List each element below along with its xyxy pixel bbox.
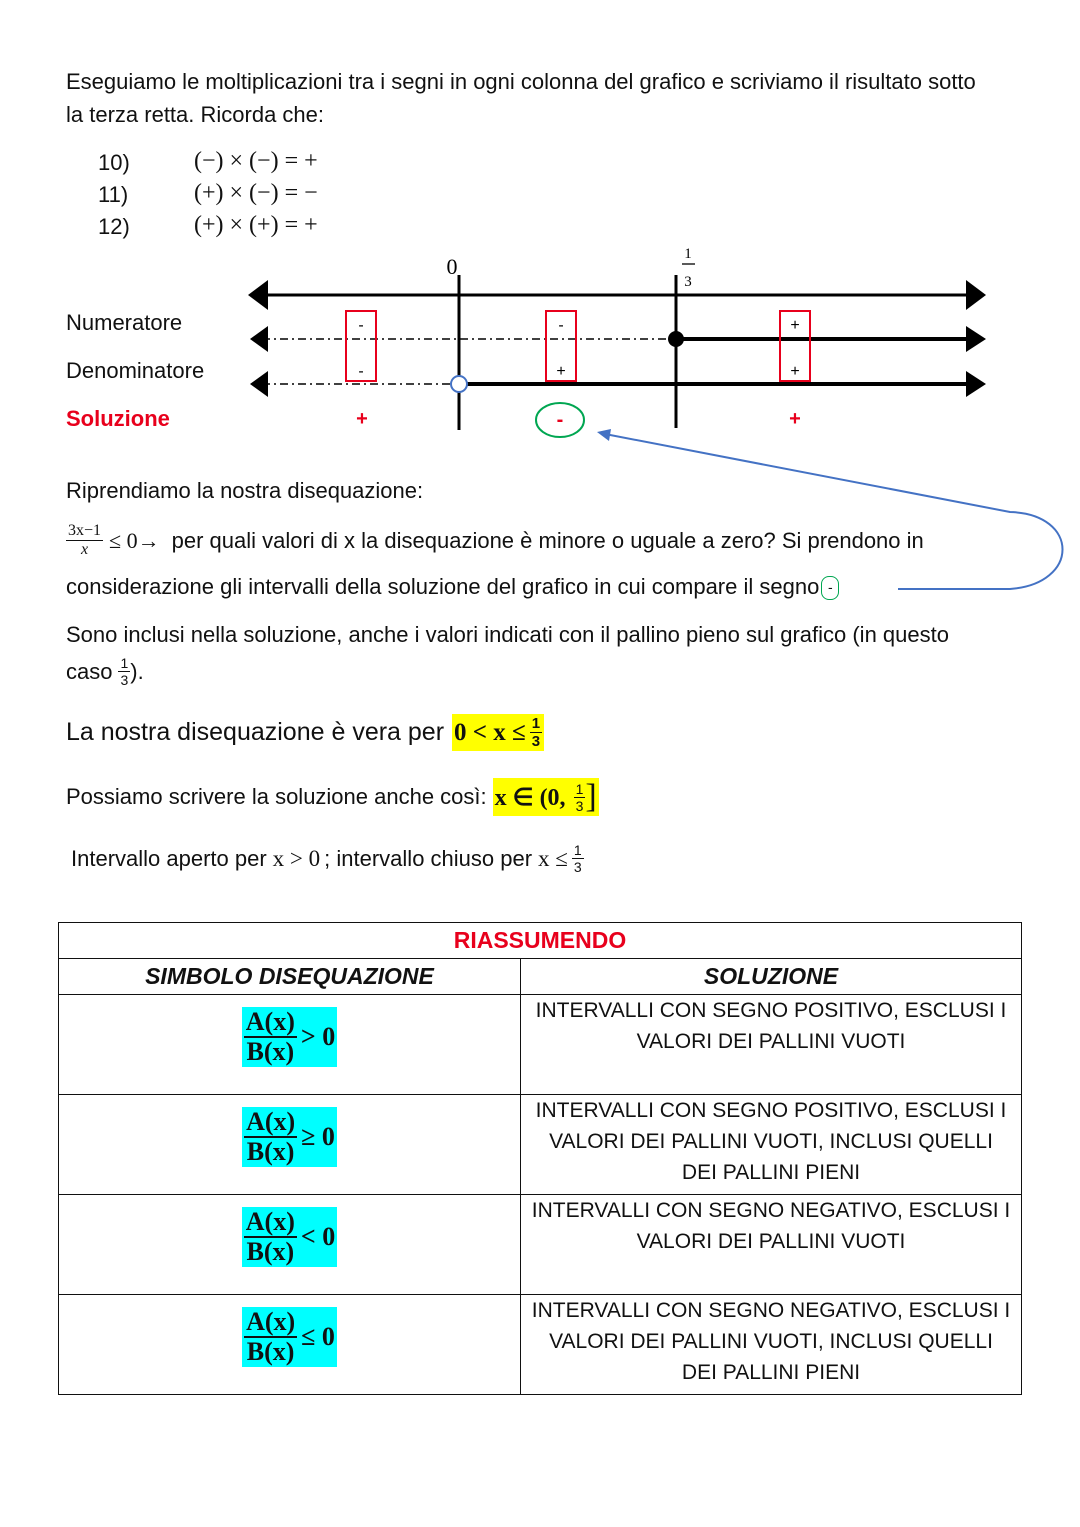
denominator-right-arrow bbox=[966, 371, 986, 397]
empty-dot bbox=[451, 376, 467, 392]
numerator-sign: - bbox=[358, 317, 364, 334]
intro-line-1: Eseguiamo le moltiplicazioni tra i segni in ogni colonna del grafico e scriviamo il risultato sotto bbox=[66, 69, 976, 94]
solution-cell bbox=[521, 1195, 1022, 1295]
caso-word: caso bbox=[66, 658, 113, 684]
rule-number: 12) bbox=[98, 214, 130, 239]
fraction-numerator: 1 bbox=[120, 655, 129, 671]
included-line-2 bbox=[66, 656, 144, 687]
note-part-1: Intervallo aperto per bbox=[71, 845, 267, 871]
solution-text: DEI PALLINI PIENI bbox=[681, 1361, 861, 1384]
symbol-denominator: B(x) bbox=[246, 1237, 295, 1266]
fraction-numerator: 1 bbox=[531, 715, 541, 732]
solution-sign: + bbox=[356, 408, 368, 430]
fraction-denominator: 3 bbox=[531, 733, 541, 750]
symbol-operator: ≤ 0 bbox=[301, 1322, 335, 1351]
summary-table bbox=[58, 922, 1022, 1395]
solution-text: INTERVALLI CON SEGNO POSITIVO, ESCLUSI I bbox=[535, 999, 1007, 1022]
rule-expression: (−) × (−) = + bbox=[194, 148, 318, 174]
resume-heading: Riprendiamo la nostra disequazione: bbox=[66, 478, 424, 503]
table-row bbox=[59, 995, 1022, 1095]
point-label-third-den: 3 bbox=[684, 274, 692, 290]
solution-text: VALORI DEI PALLINI VUOTI, INCLUSI QUELLI bbox=[549, 1130, 993, 1153]
column-header-symbol-text: SIMBOLO DISEQUAZIONE bbox=[145, 963, 434, 989]
inequality-symbol bbox=[242, 1207, 337, 1267]
question-line-1: per quali valori di x la disequazione è minore o uguale a zero? Si prendono in bbox=[171, 527, 924, 553]
minus-sign-circled: - bbox=[821, 576, 839, 600]
note-part-2: ; intervallo chiuso per bbox=[324, 845, 533, 871]
symbol-denominator: B(x) bbox=[246, 1337, 295, 1366]
fraction-denominator: 3 bbox=[573, 859, 582, 875]
note-fraction bbox=[572, 843, 584, 874]
solution-sign: - bbox=[556, 409, 564, 431]
question-line-2-text: considerazione gli intervalli della soluzione del grafico in cui compare il segno bbox=[66, 574, 820, 599]
filled-dot bbox=[668, 331, 684, 347]
table-row bbox=[59, 1195, 1022, 1295]
inequality-line bbox=[66, 523, 924, 558]
denominator-left-arrow bbox=[250, 371, 268, 397]
solution-cell bbox=[521, 995, 1022, 1095]
inequality-fraction bbox=[66, 523, 103, 558]
fraction-numerator: 1 bbox=[573, 842, 582, 858]
column-header-symbol bbox=[59, 959, 521, 995]
inequality-denominator: x bbox=[80, 541, 89, 558]
note-expr-1: x > 0 bbox=[272, 845, 321, 871]
symbol-numerator: A(x) bbox=[246, 1107, 296, 1136]
inequality-symbol bbox=[242, 1007, 337, 1067]
intro-line-2: la terza retta. Ricorda che: bbox=[66, 102, 325, 127]
question-line-2 bbox=[66, 574, 839, 600]
solution-text: VALORI DEI PALLINI VUOTI bbox=[636, 1030, 906, 1053]
numerator-left-arrow bbox=[250, 326, 268, 352]
symbol-denominator: B(x) bbox=[246, 1137, 295, 1166]
included-line-1: Sono inclusi nella soluzione, anche i valori indicati con il pallino pieno sul grafico (in questo bbox=[66, 622, 949, 647]
symbol-denominator: B(x) bbox=[246, 1037, 295, 1066]
connector-arrow bbox=[605, 434, 1063, 589]
summary-title: RIASSUMENDO bbox=[453, 927, 627, 953]
solution-sign: + bbox=[789, 408, 801, 430]
symbol-operator: ≥ 0 bbox=[301, 1122, 335, 1151]
result-line bbox=[66, 714, 544, 751]
rule-expression: (+) × (+) = + bbox=[194, 212, 318, 238]
numerator-sign: + bbox=[790, 317, 800, 334]
sign-chart bbox=[0, 0, 1080, 600]
solution-cell bbox=[521, 1095, 1022, 1195]
result-prefix: La nostra disequazione è vera per bbox=[66, 718, 445, 746]
interval-line bbox=[66, 778, 599, 816]
rule-number: 10) bbox=[98, 150, 130, 175]
symbol-operator: < 0 bbox=[300, 1222, 336, 1251]
numerator-right-arrow bbox=[966, 326, 986, 352]
symbol-numerator: A(x) bbox=[245, 1207, 295, 1236]
symbol-operator: > 0 bbox=[300, 1022, 336, 1051]
interval-fraction bbox=[574, 782, 586, 813]
numerator-sign: - bbox=[558, 317, 564, 334]
solution-text: VALORI DEI PALLINI VUOTI, INCLUSI QUELLI bbox=[549, 1330, 993, 1353]
solution-text: INTERVALLI CON SEGNO NEGATIVO, ESCLUSI I bbox=[531, 1299, 1011, 1322]
denominator-sign: + bbox=[556, 363, 566, 380]
summary-title-cell bbox=[59, 923, 1022, 959]
fraction-numerator: 1 bbox=[575, 780, 584, 797]
one-third-fraction bbox=[118, 656, 130, 687]
solution-text: VALORI DEI PALLINI VUOTI bbox=[636, 1230, 906, 1253]
result-fraction bbox=[530, 716, 542, 749]
inequality-tail: ≤ 0→ bbox=[109, 527, 160, 553]
symbol-numerator: A(x) bbox=[246, 1307, 296, 1336]
interval-expression: x ∈ (0, bbox=[494, 784, 566, 811]
interval-close-bracket: ] bbox=[585, 778, 597, 815]
solution-text: INTERVALLI CON SEGNO NEGATIVO, ESCLUSI I bbox=[531, 1199, 1011, 1222]
result-expression: 0 < x ≤ bbox=[454, 718, 526, 746]
column-header-solution bbox=[521, 959, 1022, 995]
solution-text: DEI PALLINI PIENI bbox=[681, 1161, 861, 1184]
table-row bbox=[59, 1095, 1022, 1195]
point-label-zero: 0 bbox=[446, 254, 458, 279]
axis-left-arrow bbox=[248, 280, 268, 310]
symbol-cell bbox=[59, 1295, 521, 1395]
symbol-cell bbox=[59, 1195, 521, 1295]
inequality-symbol bbox=[242, 1307, 337, 1367]
rule-number: 11) bbox=[98, 182, 129, 207]
note-expr-2: x ≤ bbox=[538, 845, 568, 871]
solution-text: INTERVALLI CON SEGNO POSITIVO, ESCLUSI I bbox=[535, 1099, 1007, 1122]
column-header-solution-text: SOLUZIONE bbox=[703, 963, 839, 989]
point-label-third-num: 1 bbox=[684, 246, 692, 262]
inequality-numerator: 3x−1 bbox=[68, 522, 102, 539]
fraction-denominator: 3 bbox=[575, 797, 584, 814]
row-label-denominator: Denominatore bbox=[66, 358, 205, 383]
denominator-sign: + bbox=[790, 363, 800, 380]
symbol-cell bbox=[59, 1095, 521, 1195]
table-row bbox=[59, 1295, 1022, 1395]
denominator-sign: - bbox=[358, 363, 364, 380]
inequality-symbol bbox=[242, 1107, 337, 1167]
symbol-numerator: A(x) bbox=[245, 1007, 295, 1036]
interval-prefix: Possiamo scrivere la soluzione anche così: bbox=[66, 784, 487, 809]
symbol-cell bbox=[59, 995, 521, 1095]
axis-right-arrow bbox=[966, 280, 986, 310]
interval-highlight bbox=[493, 778, 599, 816]
connector-arrow-head bbox=[597, 429, 611, 441]
rule-expression: (+) × (−) = − bbox=[194, 180, 318, 206]
fraction-denominator: 3 bbox=[120, 672, 129, 688]
row-label-solution: Soluzione bbox=[66, 406, 170, 431]
row-label-numerator: Numeratore bbox=[66, 310, 183, 335]
close-paren: ). bbox=[130, 658, 144, 684]
note-line bbox=[71, 843, 584, 874]
result-highlight bbox=[452, 714, 544, 751]
solution-cell bbox=[521, 1295, 1022, 1395]
